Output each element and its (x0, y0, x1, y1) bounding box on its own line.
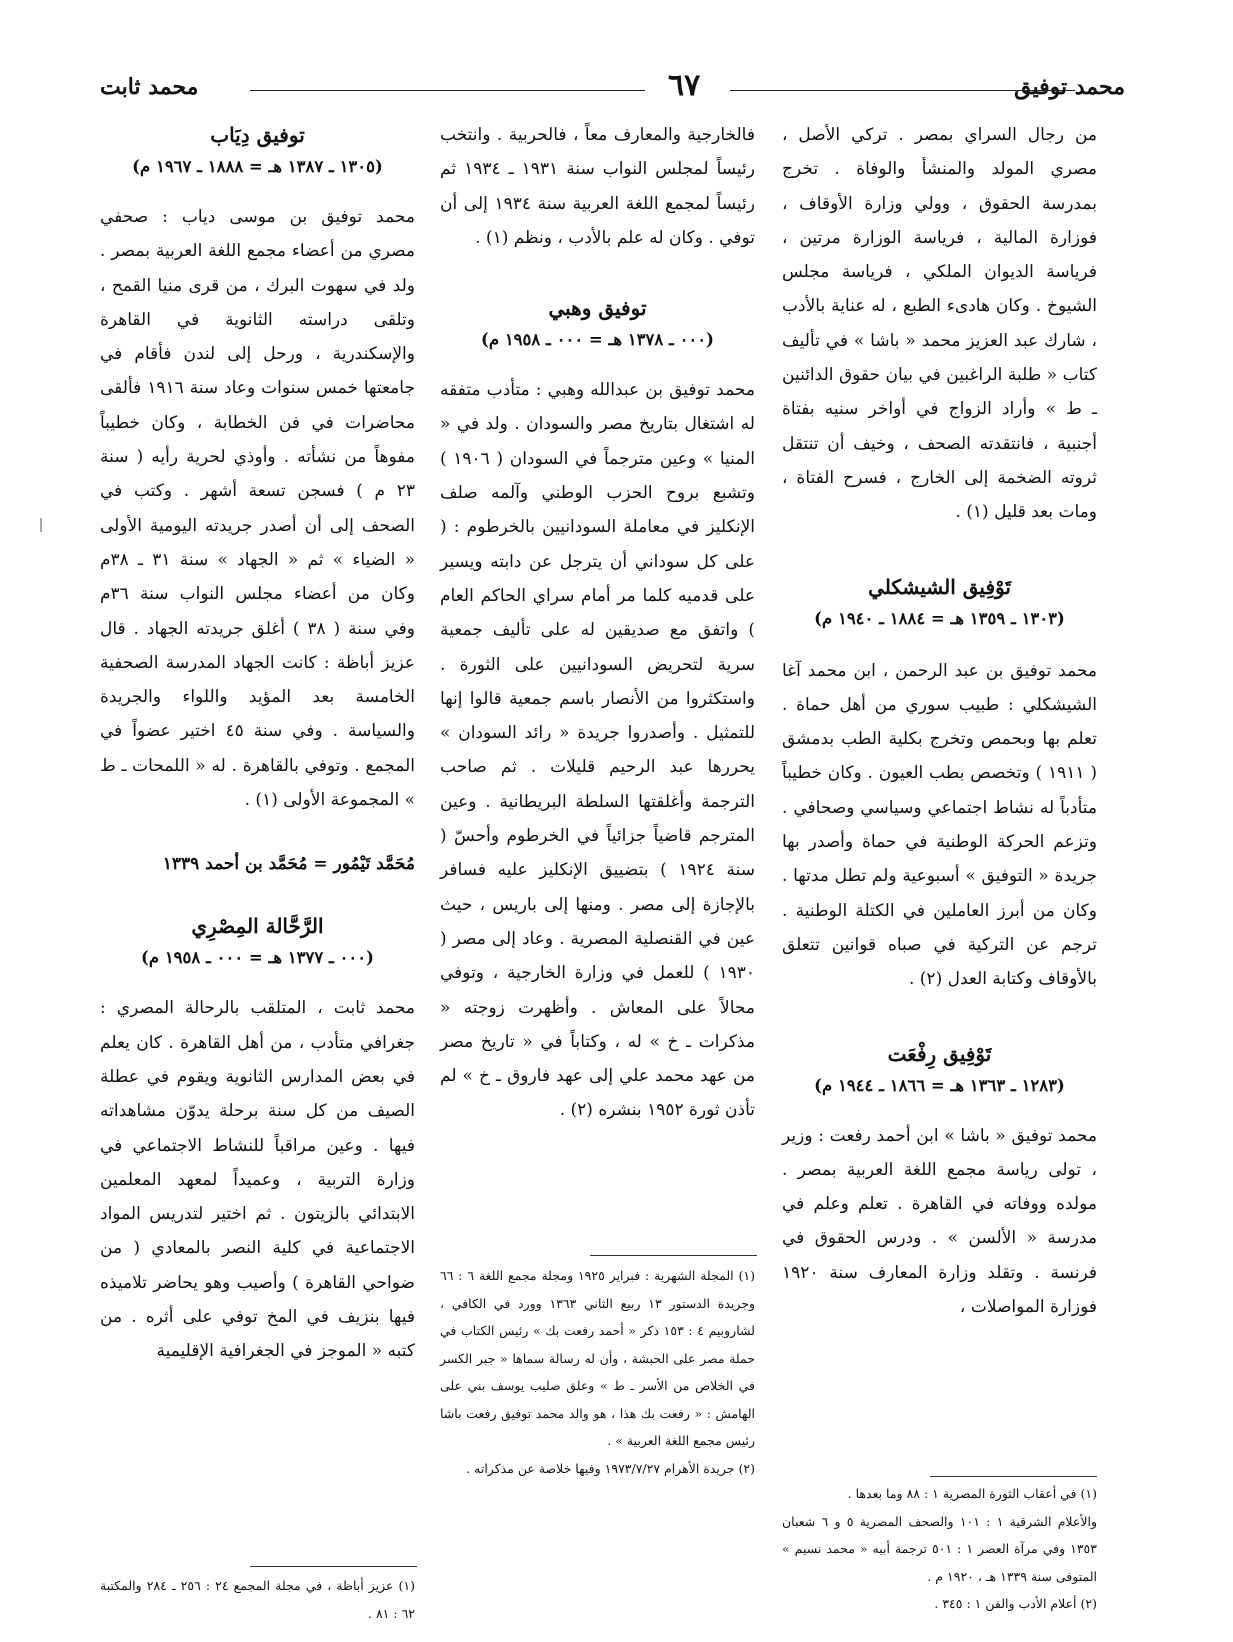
entry-title: تَوْفِيق رِفْعَت (887, 1041, 992, 1066)
entry-dates: (١٣٠٥ ـ ١٣٨٧ هـ = ١٨٨٨ ـ ١٩٦٧ م) (132, 157, 383, 176)
entry-dates: (١٢٨٣ ـ ١٣٦٣ هـ = ١٨٦٦ ـ ١٩٤٤ م) (814, 1075, 1065, 1095)
entry-title: توفيق دِيَاب (210, 123, 305, 147)
entry-body: محمد توفيق بن عبدالله وهبي : متأدب متفقه له اشتغال بتاريخ مصر والسودان . ولد في « المنيا » وعين مترجماً في السودان ( ١٩٠٦ ) وتشبع بروح الحزب الوطني وآلمه صلف الإنكليز في معاملة السودانيين بالخرطوم : ( على كل سوداني أن يترجل عن دابته ويسير على قدميه كلما مر أمام سراي الحاكم العام ) واتفق مع صديقين له على تأليف جمعية سرية لتحريض السودانيين على الثورة . واستكثروا من الأنصار باسم جمعية قالوا إنها للتمثيل . وأصدروا جريدة « رائد السودان » يحررها عبد الرحيم قليلات . ثم صاحب الترجمة وأغلقتها السلطة البريطانية . وعين المترجم قاضياً جزائياً في الخرطوم وأحسّ ( سنة ١٩٢٤ ) بتضييق الإنكليز عليه فسافر بالإجازة إلى مصر . ومنها إلى باريس ، حيث عين في القنصلية المصرية . وعاد إلى مصر ( ١٩٣٠ ) للعمل في وزارة الخارجية ، وتوفي محالاً على المعاش . وأظهرت زوجته « مذكرات ـ خ » له ، وكتاباً في « تاريخ مصر من عهد محمد علي إلى عهد فاروق ـ خ » لم تأذن ثورة ١٩٥٢ بنشره (٢) . (440, 380, 755, 1121)
footnotes-left (100, 1572, 415, 1627)
footnote-rule (590, 1255, 757, 1256)
entry-body: محمد توفيق بن عبد الرحمن ، ابن محمد آغا الشيشكلي : طبيب سوري من أهل حماة . تعلم بها وبحمص وتخرج بكلية الطب بدمشق ( ١٩١١ ) وتخصص بطب العيون . وكان خطيباً متأدباً له نشاط اجتماعي وسياسي وصحافي . وتزعم الحركة الوطنية في حماة وأصدر بها جريدة « التوفيق » أسبوعية ولم تطل مدتها . وكان من أبرز العاملين في الكتلة الوطنية . ترجم عن التركية في صباه قوانين تتعلق بالأوقاف وكتابة العدل (٢) . (782, 660, 1098, 990)
footnote: (٢) جريدة الأهرام ١٩٧٣/٧/٢٧ وفيها خلاصة عن مذكراته . (466, 1460, 755, 1476)
entry-dates: (٠٠٠ ـ ١٣٧٨ هـ = ٠٠٠ ـ ١٩٥٨ م) (481, 330, 714, 350)
header-left-title: محمد ثابت (100, 74, 199, 100)
footnotes-middle (440, 1262, 755, 1482)
footnote: (١) في أعقاب الثورة المصرية ١ : ٨٨ وما بعدها . (847, 1486, 1097, 1501)
column-left (100, 118, 415, 1369)
column-right (782, 118, 1097, 1324)
footnote-rule (250, 1566, 417, 1567)
footnotes-right (782, 1480, 1097, 1618)
footnote: (١) عزيز أباظة ، في مجلة المجمع ٢٤ : ٢٥٦ ـ ٢٨٤ والمكتبة ٦٢ : ٨١ . (100, 1578, 416, 1621)
header-right-title: محمد توفيق (1014, 74, 1125, 100)
entry-dates: (١٣٠٣ ـ ١٣٥٩ هـ = ١٨٨٤ ـ ١٩٤٠ م) (814, 608, 1065, 628)
continued-entry-text: فالخارجية والمعارف معاً ، فالحربية . وانتخب رئيساً لمجلس النواب سنة ١٩٣١ ـ ١٩٣٤ ثم رئيساً لمجمع اللغة العربية سنة ١٩٣٤ إلى أن توفي . وكان له علم بالأدب ، ونظم (١) . (440, 125, 756, 248)
entry-body: محمد ثابت ، المتلقب بالرحالة المصري : جغرافي متأدب ، من أهل القاهرة . كان يعلم في بعض المدارس الثانوية ويقوم في عطلة الصيف من كل سنة برحلة يدوّن مشاهداته فيها . وعين مراقباً للنشاط الاجتماعي في وزارة التربية ، وعميداً لمعهد المعلمين الابتدائي بالزيتون . ثم اختير لتدريس المواد الاجتماعية في كلية النصر بالمعادي ( من ضواحي القاهرة ) وأصيب وهو يحاضر تلاميذه فيها بنزيف في المخ توفي على أثره . من كتبه « الموجز في الجغرافية الإقليمية (100, 998, 415, 1362)
running-header (100, 66, 1125, 114)
entry-body: محمد توفيق « باشا » ابن أحمد رفعت : وزير ، تولى رياسة مجمع اللغة العربية بمصر . مولده ووفاته في القاهرة . تعلم وعلم في مدرسة « الألسن » . ودرس الحقوق في فرنسة . وتقلد وزارة المعارف سنة ١٩٢٠ فوزارة المواصلات ، (782, 1125, 1097, 1318)
footnote: (٢) أعلام الأدب والفن ١ : ٣٤٥ . (934, 1596, 1097, 1611)
header-rule-left (250, 90, 645, 91)
footnote: والأعلام الشرقية ١ : ١٠١ والصحف المصرية ٥ و ٦ شعبان ١٣٥٣ وفي مرآة العصر ١ : ٥٠١ ترجمة أبيه « محمد نسيم » المتوفى سنة ١٣٣٩ هـ ، ١٩٢٠ م . (782, 1513, 1097, 1584)
header-rule-right (730, 90, 1075, 91)
entry-body: محمد توفيق بن موسى دياب : صحفي مصري من أعضاء مجمع اللغة العربية بمصر . ولد في سهوت البرك ، من قرى منيا القمح ، وتلقى دراسته الثانوية في القاهرة والإسكندرية ، ورحل إلى لندن فأقام في جامعتها خمس سنوات وعاد سنة ١٩١٦ فألقى محاضرات في فن الخطابة ، وكان خطيباً مفوهاً من نشأته . وأوذي لحرية رأيه ( سنة ٢٣ م ) فسجن تسعة أشهر . وكتب في الصحف إلى أن أصدر جريدته اليومية الأولى « الضياء » ثم « الجهاد » سنة ٣١ ـ ٣٨م وكان من أعضاء مجلس النواب سنة ٣٦م وفي سنة ( ٣٨ ) أغلق جريدته الجهاد . قال عزيز أباظة : كانت الجهاد المدرسة الصحفية الخامسة بعد المؤيد واللواء والجريدة والسياسة . وفي سنة ٤٥ اختير عضواً في المجمع . وتوفي بالقاهرة . له « اللمحات ـ ط » المجموعة الأولى (١) . (100, 207, 415, 811)
page-number: ٦٧ (668, 68, 701, 103)
margin-mark (40, 518, 42, 532)
entry-title: الرَّحَّالة المِصْرِي (191, 914, 324, 939)
entry-dates: (٠٠٠ ـ ١٣٧٧ هـ = ٠٠٠ ـ ١٩٥٨ م) (141, 948, 374, 968)
entry-title: توفيق وهبي (548, 296, 647, 321)
cross-reference: مُحَمَّد تَيْمُور = مُحَمَّد بن أحمد ١٣٣٩ (162, 854, 415, 875)
entry-title: تَوْفِيق الشيشكلي (868, 574, 1011, 599)
footnote: (١) المجلة الشهرية : فبراير ١٩٢٥ ومجلة مجمع اللغة ٦ : ٦٦ وجريدة الدستور ١٣ ربيع الثاني ١٣٦٣ وورد في الكافي ، لشاروبيم ٤ : ١٥٣ ذكر « أحمد رفعت بك » رئيس الكتاب في حملة مصر على الحبشة ، وأن له رسالة سماها « جبر الكسر في الخلاص من الأسر ـ ط » وعلق صليب يوسف بني على الهامش : « رفعت بك هذا ، هو والد محمد توفيق رفعت باشا رئيس مجمع اللغة العربية » . (440, 1268, 756, 1448)
column-middle (440, 118, 755, 1128)
continued-entry-text: من رجال السراي بمصر . تركي الأصل ، مصري المولد والمنشأ والوفاة . تخرج بمدرسة الحقوق ، وولي وزارة الأوقاف ، فوزارة المالية ، فرياسة الوزارة مرتين ، فرياسة الديوان الملكي ، فرياسة مجلس الشيوخ . وكان هادىء الطبع ، له عناية بالأدب ، شارك عبد العزيز محمد « باشا » في تأليف كتاب « طلبة الراغبين في بيان حقوق الدائنين ـ ط » وأراد الزواج في أواخر سنيه بفتاة أجنبية ، فانتقدته الصحف ، وخيف أن تنتقل ثروته الضخمة إلى الخارج ، فسرح الفتاة ، ومات بعد قليل (١) . (782, 125, 1097, 523)
footnote-rule (930, 1476, 1097, 1477)
